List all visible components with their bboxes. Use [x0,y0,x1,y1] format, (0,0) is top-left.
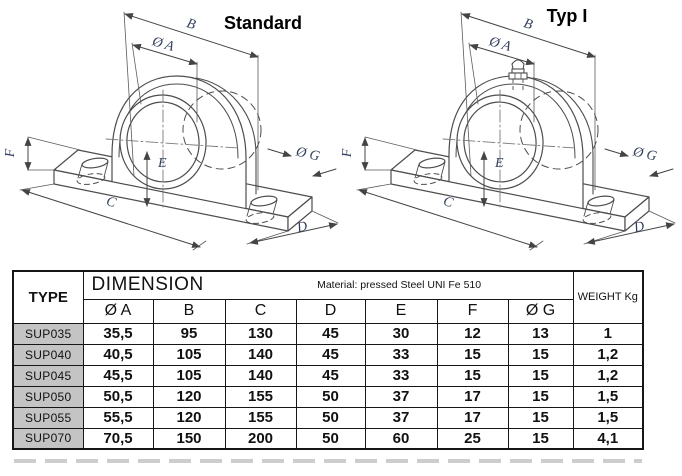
header-row-2 [13,299,643,323]
dim-g-cell: 13 [508,323,573,344]
dim-a-cell: 35,5 [83,323,153,344]
dim-a-cell: 45,5 [83,365,153,386]
dim-c-cell: 200 [225,428,296,449]
dim-b-cell: 120 [153,386,225,407]
dim-d-cell: 45 [296,344,365,365]
type-cell: SUP040 [13,344,83,365]
dim-f-cell: 15 [437,344,508,365]
weight-header-cell: WEIGHT Kg [573,271,643,323]
dim-b-cell: 95 [153,323,225,344]
dim-c-cell: 130 [225,323,296,344]
dim-e-cell: 33 [365,365,437,386]
dim-g-cell: 15 [508,428,573,449]
col-header-b: B [153,299,225,323]
dim-d-cell: 45 [296,323,365,344]
dim-a-cell: 70,5 [83,428,153,449]
dim-c-cell: 155 [225,407,296,428]
dim-b-cell: 105 [153,344,225,365]
dim-d-cell: 45 [296,365,365,386]
col-header-e: E [365,299,437,323]
drawing-title-standard: Standard [223,13,303,33]
pillow-block-line-art [357,12,675,250]
dim-label-c: C [441,194,455,212]
dim-label-f: F [340,148,355,158]
header-row-1 [13,271,643,299]
table-row [13,407,643,428]
pillow-block-drawing-typ-i [337,0,682,258]
table-row [13,323,643,344]
dim-f-cell: 17 [437,386,508,407]
dim-c-cell: 140 [225,344,296,365]
weight-cell: 1,5 [573,386,643,407]
material-note: Material: pressed Steel UNI Fe 510 [317,279,482,292]
dim-e-cell: 37 [365,386,437,407]
dim-d-cell: 50 [296,428,365,449]
dim-label-e: E [158,156,167,171]
dim-f-cell: 12 [437,323,508,344]
col-header-c: C [225,299,296,323]
col-header-a: Ø A [83,299,153,323]
dimension-header-cell [83,271,573,299]
weight-cell: 1,2 [573,344,643,365]
dim-f-cell: 17 [437,407,508,428]
dim-a-cell: 50,5 [83,386,153,407]
dim-label-g: Ø G [631,144,659,165]
type-cell: SUP050 [13,386,83,407]
dim-label-e: E [495,156,504,171]
dim-g-cell: 15 [508,365,573,386]
table-row [13,386,643,407]
weight-cell: 1,5 [573,407,643,428]
dim-label-a: Ø A [150,34,176,55]
dim-label-a: Ø A [487,34,513,55]
dim-c-cell: 155 [225,386,296,407]
type-cell: SUP070 [13,428,83,449]
dimension-header-label: DIMENSION [91,274,204,296]
col-header-f: F [437,299,508,323]
drawing-title-typ-i: Typ I [546,6,588,26]
table-row [13,344,643,365]
dim-label-d: D [632,219,646,237]
pillow-block-drawing-standard [0,0,345,258]
dim-g-cell: 15 [508,344,573,365]
type-header-cell: TYPE [13,271,83,323]
dim-a-cell: 55,5 [83,407,153,428]
type-cell: SUP035 [13,323,83,344]
table-row [13,365,643,386]
dim-c-cell: 140 [225,365,296,386]
dim-g-cell: 15 [508,386,573,407]
dim-label-d: D [295,219,309,237]
table-row [13,428,643,449]
type-cell: SUP045 [13,365,83,386]
dim-b-cell: 120 [153,407,225,428]
dim-label-f: F [3,148,18,158]
type-cell: SUP055 [13,407,83,428]
dim-e-cell: 60 [365,428,437,449]
weight-cell: 4,1 [573,428,643,449]
dim-d-cell: 50 [296,407,365,428]
dim-b-cell: 150 [153,428,225,449]
dim-g-cell: 15 [508,407,573,428]
col-header-g: Ø G [508,299,573,323]
dim-a-cell: 40,5 [83,344,153,365]
col-header-d: D [296,299,365,323]
dim-f-cell: 15 [437,365,508,386]
pillow-block-line-art [20,12,338,250]
dim-b-cell: 105 [153,365,225,386]
weight-cell: 1 [573,323,643,344]
dim-label-b: B [521,16,535,34]
dim-label-c: C [104,194,118,212]
dim-e-cell: 37 [365,407,437,428]
dimension-table [12,270,644,450]
dim-d-cell: 50 [296,386,365,407]
scan-artifact-strip [14,459,642,463]
dim-e-cell: 33 [365,344,437,365]
weight-cell: 1,2 [573,365,643,386]
dim-f-cell: 25 [437,428,508,449]
dim-e-cell: 30 [365,323,437,344]
dim-label-g: Ø G [294,144,322,165]
dim-label-b: B [184,16,198,34]
